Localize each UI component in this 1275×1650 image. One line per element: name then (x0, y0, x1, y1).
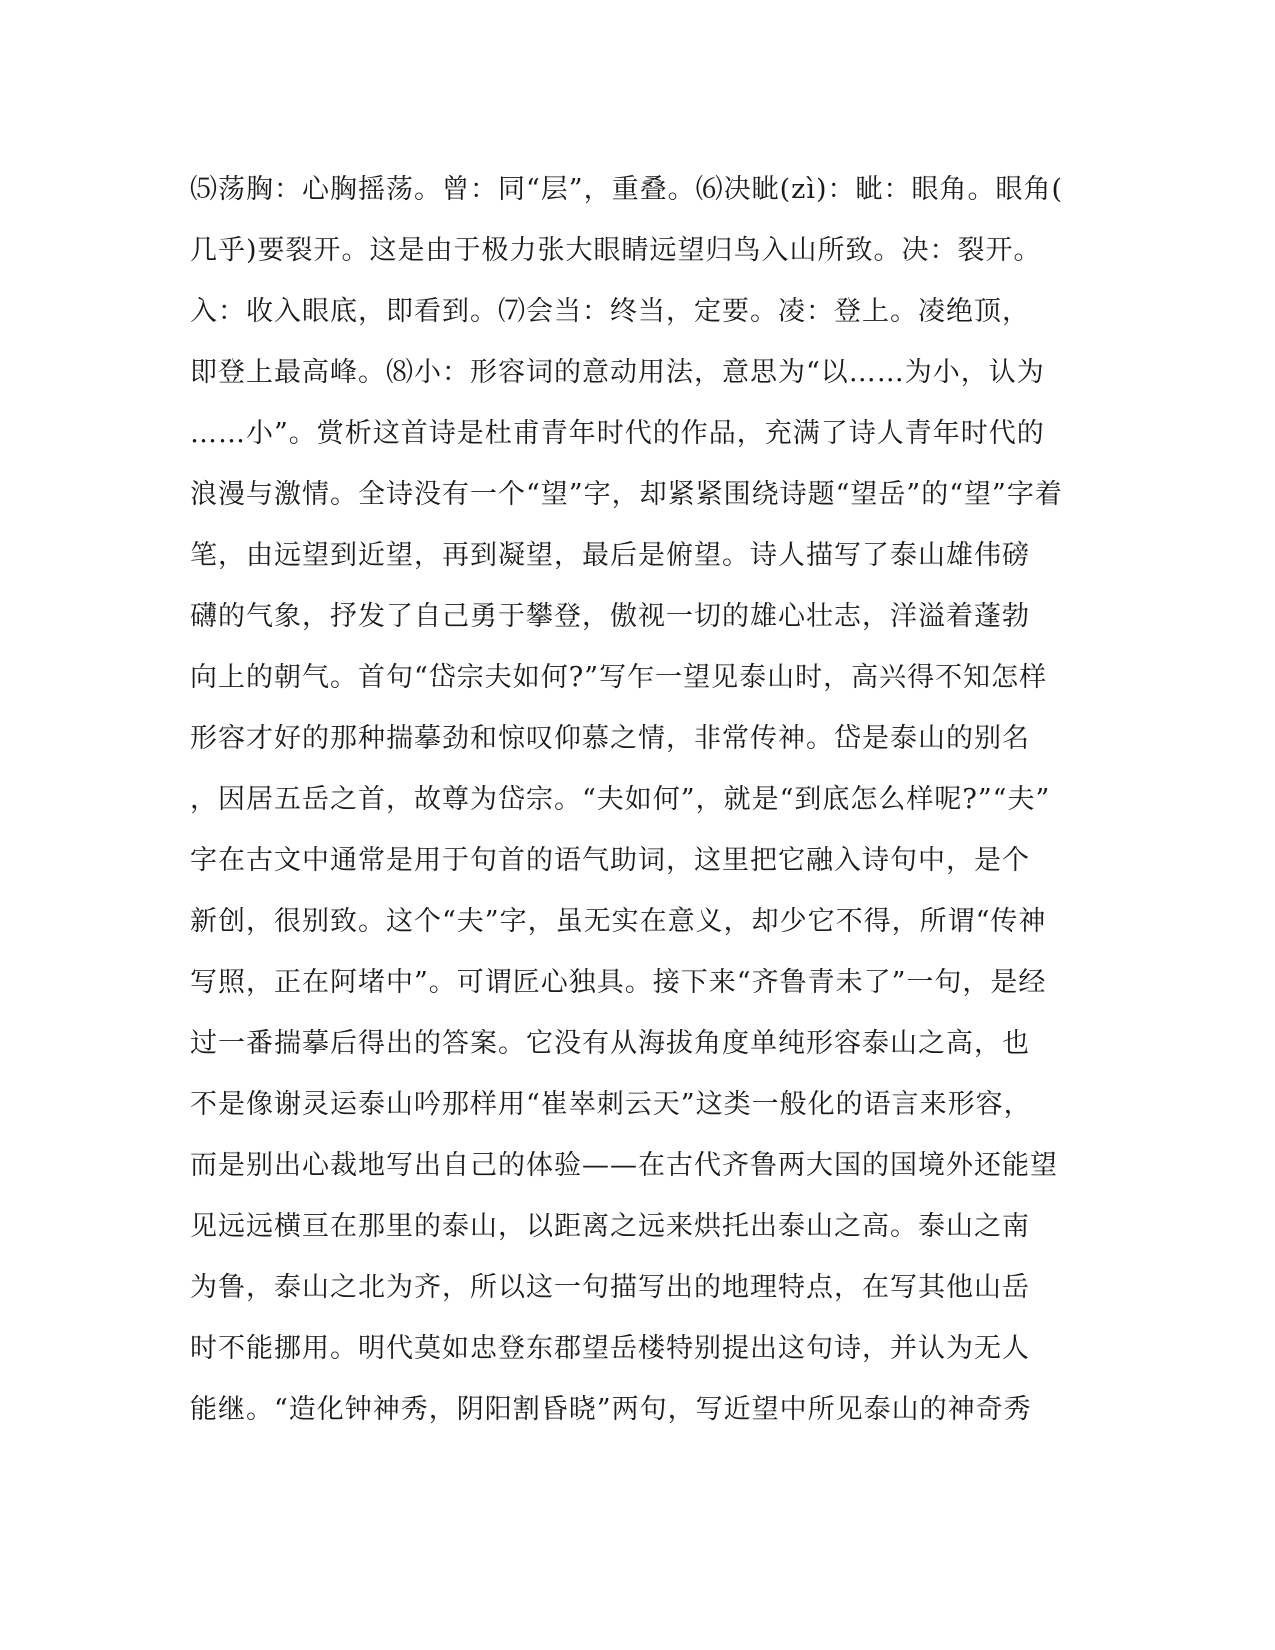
text-line: 礴的气象，抒发了自己勇于攀登，傲视一切的雄心壮志，洋溢着蓬勃 (190, 601, 1030, 632)
text-line: 入：收入眼底，即看到。⑺会当：终当，定要。凌：登上。凌绝顶， (190, 296, 1030, 327)
text-line: 浪漫与激情。全诗没有一个“望”字，却紧紧围绕诗题“望岳”的“望”字着 (190, 479, 1063, 510)
text-line: 写照，正在阿堵中”。可谓匠心独具。接下来“齐鲁青未了”一句，是经 (190, 967, 1047, 998)
text-line: 不是像谢灵运泰山吟那样用“崔崒刺云天”这类一般化的语言来形容， (190, 1089, 1032, 1120)
text-line: 时不能挪用。明代莫如忠登东郡望岳楼特别提出这句诗，并认为无人 (190, 1333, 1030, 1364)
text-line: 字在古文中通常是用于句首的语气助词，这里把它融入诗句中，是个 (190, 845, 1030, 876)
text-line: 而是别出心裁地写出自己的体验——在古代齐鲁两大国的国境外还能望 (190, 1150, 1058, 1181)
text-line: 向上的朝气。首句“岱宗夫如何?”写乍一望见泰山时，高兴得不知怎样 (190, 662, 1048, 693)
text-line: 几乎)要裂开。这是由于极力张大眼睛远望归鸟入山所致。决：裂开。 (190, 235, 1042, 266)
text-line: 笔，由远望到近望，再到凝望，最后是俯望。诗人描写了泰山雄伟磅 (190, 540, 1030, 571)
text-line: ，因居五岳之首，故尊为岱宗。“夫如何”，就是“到底怎么样呢?”“夫” (190, 784, 1051, 815)
text-line: ⑸荡胸：心胸摇荡。曾：同“层”，重叠。⑹决眦(zì)：眦：眼角。眼角( (190, 174, 1064, 205)
text-line: 为鲁，泰山之北为齐，所以这一句描写出的地理特点，在写其他山岳 (190, 1272, 1030, 1303)
text-line: ……小”。赏析这首诗是杜甫青年时代的作品，充满了诗人青年时代的 (190, 418, 1045, 449)
text-line: 即登上最高峰。⑻小：形容词的意动用法，意思为“以……为小，认为 (190, 357, 1045, 388)
text-line: 见远远横亘在那里的泰山，以距离之远来烘托出泰山之高。泰山之南 (190, 1211, 1030, 1242)
body-text (190, 159, 1090, 1440)
text-line: 形容才好的那种揣摹劲和惊叹仰慕之情，非常传神。岱是泰山的别名 (190, 723, 1030, 754)
text-line: 过一番揣摹后得出的答案。它没有从海拔角度单纯形容泰山之高，也 (190, 1028, 1030, 1059)
text-line: 能继。“造化钟神秀，阴阳割昏晓”两句，写近望中所见泰山的神奇秀 (190, 1394, 1032, 1425)
text-line: 新创，很别致。这个“夫”字，虽无实在意义，却少它不得，所谓“传神 (190, 906, 1047, 937)
